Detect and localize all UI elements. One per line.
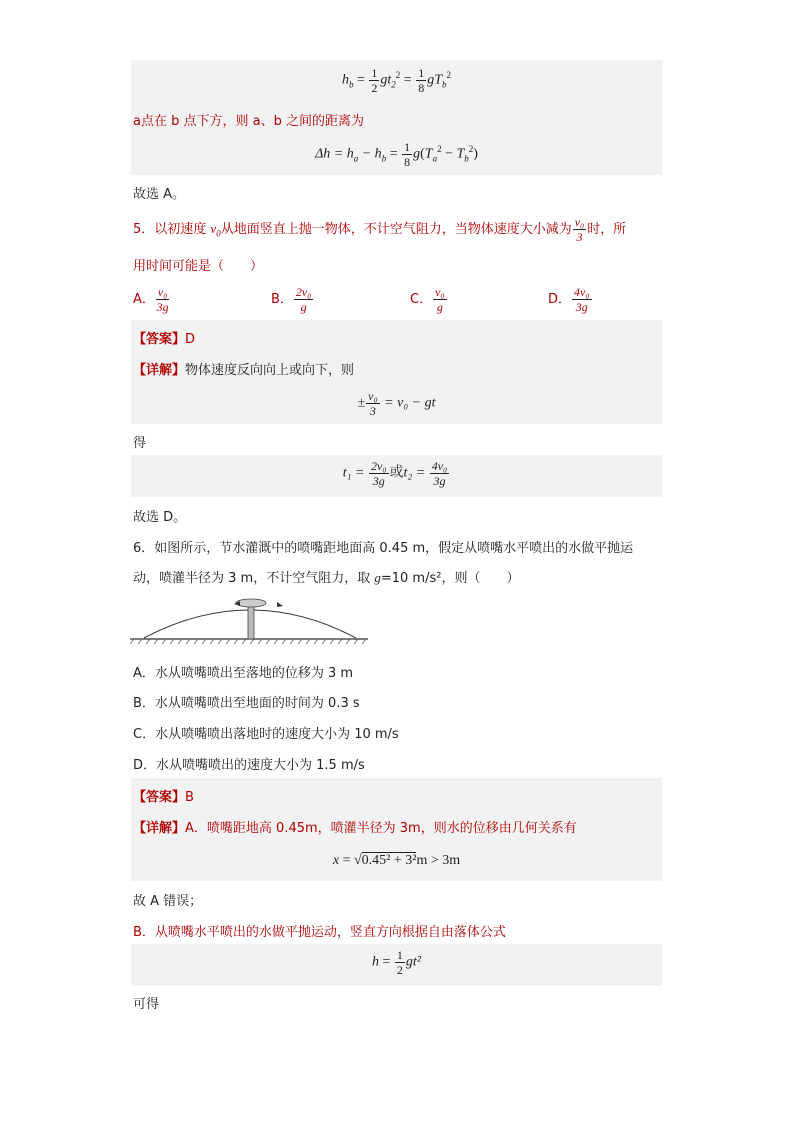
frac-den: 3g bbox=[575, 300, 588, 314]
formula-delta-h bbox=[131, 140, 662, 169]
detail-line-6 bbox=[133, 817, 577, 836]
answer-value: B bbox=[185, 790, 194, 805]
formula-text: T bbox=[424, 146, 433, 162]
answer-label: 【答案】 bbox=[133, 332, 186, 347]
sprinkler-figure bbox=[130, 594, 370, 650]
option-letter: D． bbox=[548, 292, 572, 307]
frac-num: v₀ bbox=[574, 215, 585, 229]
formula-text: gt bbox=[380, 72, 392, 88]
frac-num: v₀ bbox=[157, 285, 168, 299]
formula-text: = v₀ − gt bbox=[380, 395, 436, 411]
formula-text: ± bbox=[357, 395, 366, 411]
formula-free-fall bbox=[131, 948, 662, 977]
formula-text: 或 bbox=[389, 465, 404, 481]
fraction bbox=[573, 215, 587, 244]
de-text: 得 bbox=[133, 436, 147, 451]
frac-num: 4v₀ bbox=[431, 459, 448, 473]
radicand: 0.45² + 3² bbox=[361, 853, 417, 868]
answer-label: 【答案】 bbox=[133, 790, 186, 805]
var-v0: v bbox=[210, 221, 217, 236]
frac-den: 2 bbox=[396, 963, 403, 977]
formula-text: h bbox=[372, 954, 379, 970]
detail-line-5 bbox=[133, 359, 354, 378]
frac-den: 8 bbox=[404, 155, 411, 169]
detail-label: 【详解】 bbox=[133, 363, 186, 378]
formula-text: = bbox=[386, 146, 402, 162]
answer-value: D bbox=[185, 332, 196, 347]
question-6-stem-line2 bbox=[133, 567, 519, 586]
fraction bbox=[369, 66, 379, 95]
frac-num: 1 bbox=[396, 948, 403, 962]
fraction bbox=[433, 285, 447, 314]
option-b: B．水从喷嘴喷出至地面的时间为 0.3 s bbox=[133, 696, 360, 711]
frac-num: 1 bbox=[418, 66, 425, 80]
frac-den: 3 bbox=[576, 230, 583, 244]
fraction bbox=[366, 389, 380, 418]
answer-line-5 bbox=[133, 328, 195, 347]
formula-text: 2 bbox=[446, 70, 451, 81]
option-a: A．水从喷嘴喷出至落地的位移为 3 m bbox=[133, 666, 354, 681]
var-sub: 0 bbox=[216, 228, 221, 239]
answer-line-6 bbox=[133, 786, 194, 805]
frac-num: v₀ bbox=[435, 285, 445, 299]
fraction bbox=[416, 66, 426, 95]
option-a bbox=[133, 285, 170, 314]
fraction bbox=[395, 948, 405, 977]
frac-den: 3g bbox=[156, 300, 169, 314]
stem-text: 从地面竖直上抛一物体，不计空气阻力，当物体速度大小减为 bbox=[220, 222, 572, 237]
frac-num: 2v₀ bbox=[295, 285, 312, 299]
formula-text: b bbox=[442, 79, 447, 90]
formula-text: − bbox=[441, 146, 457, 162]
option-letter: A． bbox=[133, 292, 155, 307]
formula-text: t₁ = bbox=[342, 465, 368, 481]
formula-text: gT bbox=[427, 72, 442, 88]
option-d bbox=[548, 285, 593, 314]
question-5-stem bbox=[133, 215, 626, 244]
formula-text: b bbox=[349, 79, 354, 90]
formula-text: x bbox=[332, 853, 340, 868]
formula-t1-t2 bbox=[131, 459, 662, 488]
formula-text: h bbox=[342, 72, 349, 88]
formula-text: gt² bbox=[405, 954, 421, 970]
formula-text: = bbox=[353, 72, 369, 88]
formula-text: ( bbox=[420, 146, 425, 162]
frac-num: 1 bbox=[371, 66, 378, 80]
question-5-stem-line2: 用时间可能是（ ） bbox=[133, 259, 264, 274]
detail-label: 【详解】 bbox=[133, 821, 186, 836]
formula-text: 2 bbox=[391, 79, 396, 90]
stem-text: 5．以初速度 bbox=[133, 222, 211, 237]
wrong-a-text: 故 A 错误； bbox=[133, 894, 203, 909]
frac-den: 3 bbox=[369, 404, 376, 418]
formula-text: ) bbox=[473, 146, 478, 162]
frac-den: 8 bbox=[418, 81, 425, 95]
formula-text: t₂ = bbox=[403, 465, 429, 481]
line-b-text: B．从喷嘴水平喷出的水做平抛运动，竖直方向根据自由落体公式 bbox=[133, 925, 506, 940]
frac-num: 4v₀ bbox=[574, 285, 590, 299]
kede-text: 可得 bbox=[133, 997, 160, 1012]
conclusion-text: 故选 A。 bbox=[133, 187, 186, 202]
formula-text: = bbox=[379, 954, 394, 970]
formula-text: = bbox=[400, 72, 416, 88]
formula-text: a bbox=[432, 153, 438, 164]
formula-text: T bbox=[456, 146, 465, 162]
frac-den: g bbox=[436, 300, 443, 314]
question-6-stem: 6．如图所示，节水灌溉中的喷嘴距地面高 0.45 m，假定从喷嘴水平喷出的水做平抛运 bbox=[133, 541, 634, 556]
option-b bbox=[271, 285, 314, 314]
conclusion-text: 故选 D。 bbox=[133, 510, 187, 525]
fraction bbox=[430, 459, 450, 488]
formula-text: g bbox=[413, 146, 421, 162]
ground-hatch bbox=[130, 639, 366, 644]
fraction bbox=[402, 140, 412, 169]
frac-den: 3g bbox=[433, 474, 446, 488]
formula-text: a bbox=[353, 153, 359, 164]
stem-text: =10 m/s²，则（ ） bbox=[380, 571, 520, 586]
var-g: g bbox=[374, 570, 381, 585]
formula-displacement bbox=[131, 853, 662, 869]
option-c: C．水从喷嘴喷出落地时的速度大小为 10 m/s bbox=[133, 727, 399, 742]
frac-num: v₀ bbox=[368, 389, 378, 403]
formula-pm-v0 bbox=[131, 389, 662, 418]
text-line: a点在 b 点下方，则 a、b 之间的距离为 bbox=[133, 114, 364, 129]
formula-text: m > 3m bbox=[416, 853, 461, 868]
option-letter: C． bbox=[410, 292, 433, 307]
formula-text: 2 bbox=[468, 144, 474, 155]
option-d: D．水从喷嘴喷出的速度大小为 1.5 m/s bbox=[133, 758, 365, 773]
option-c bbox=[410, 285, 448, 314]
formula-text: b bbox=[381, 153, 387, 164]
sprinkler-pole bbox=[248, 605, 254, 639]
stem-text: 动，喷灌半径为 3 m，不计空气阻力，取 bbox=[133, 571, 375, 586]
formula-text: = bbox=[339, 853, 354, 868]
fraction bbox=[294, 285, 314, 314]
formula-text: 2 bbox=[395, 70, 401, 81]
formula-text: Δh = h bbox=[315, 146, 354, 162]
sqrt-icon: √ bbox=[353, 853, 362, 868]
option-letter: B． bbox=[271, 292, 293, 307]
formula-text: − h bbox=[358, 146, 382, 162]
stem-text: 时，所 bbox=[587, 222, 627, 237]
frac-num: 2v₀ bbox=[371, 459, 387, 473]
arrow-right-icon bbox=[277, 602, 283, 607]
formula-text: b bbox=[464, 153, 469, 164]
formula-text: 2 bbox=[437, 144, 442, 155]
frac-num: 1 bbox=[404, 140, 411, 154]
formula-hb bbox=[131, 66, 662, 95]
detail-text: A．喷嘴距地高 0.45m，喷灌半径为 3m，则水的位移由几何关系有 bbox=[185, 821, 577, 836]
frac-den: g bbox=[300, 300, 307, 314]
fraction bbox=[369, 459, 389, 488]
fraction bbox=[572, 285, 592, 314]
frac-den: 3g bbox=[372, 474, 385, 488]
sprinkler-head bbox=[236, 599, 266, 607]
frac-den: 2 bbox=[371, 81, 378, 95]
fraction bbox=[156, 285, 170, 314]
detail-text: 物体速度反向向上或向下，则 bbox=[185, 363, 355, 378]
